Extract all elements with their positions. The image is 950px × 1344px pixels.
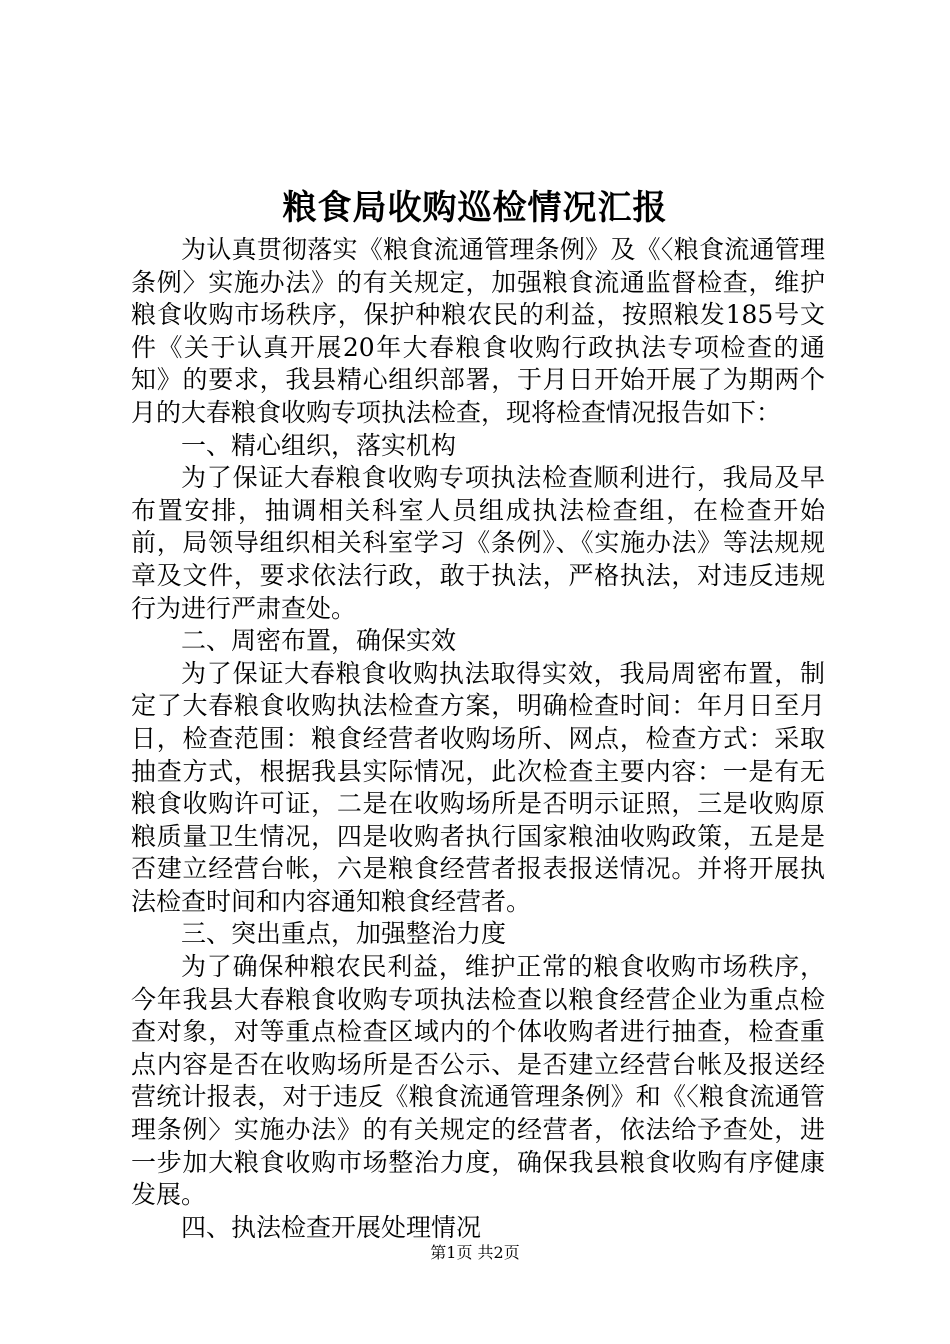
paragraph-section-1: 为了保证大春粮食收购专项执法检查顺利进行，我局及早布置安排，抽调相关科室人员组成执法检查组，在检查开始前，局领导组织相关科室学习《条例》、《实施办法》等法规规章及文件，要求依法行政，敢于执法，严格执法，对违反违规行为进行严肃查处。 bbox=[131, 463, 825, 623]
paragraph-intro: 为认真贯彻落实《粮食流通管理条例》及《〈粮食流通管理条例〉实施办法》的有关规定，加强粮食流通监督检查，维护粮食收购市场秩序，保护种粮农民的利益，按照粮发185号文件《关于认真开展20年大春粮食收购行政执法专项检查的通知》的要求，我县精心组织部署，于月日开始开展了为期两个月的大春粮食收购专项执法检查，现将检查情况报告如下： bbox=[131, 235, 825, 427]
section-heading-3: 三、突出重点，加强整治力度 bbox=[181, 919, 507, 949]
document-body bbox=[131, 234, 825, 1244]
section-heading-4: 四、执法检查开展处理情况 bbox=[181, 1212, 482, 1242]
section-heading-2: 二、周密布置，确保实效 bbox=[181, 626, 457, 656]
document-title: 粮食局收购巡检情况汇报 bbox=[282, 188, 668, 228]
page-number-footer: 第1页 共2页 bbox=[430, 1243, 520, 1262]
paragraph-section-3: 为了确保种粮农民利益，维护正常的粮食收购市场秩序，今年我县大春粮食收购专项执法检查以粮食经营企业为重点检查对象，对等重点检查区域内的个体收购者进行抽查，检查重点内容是否在收购场所是否公示、是否建立经营台帐及报送经营统计报表，对于违反《粮食流通管理条例》和《〈粮食流通管理条例〉实施办法》的有关规定的经营者，依法给予查处，进一步加大粮食收购市场整治力度，确保我县粮食收购有序健康发展。 bbox=[131, 952, 825, 1210]
section-heading-1: 一、精心组织，落实机构 bbox=[181, 430, 457, 460]
paragraph-section-2: 为了保证大春粮食收购执法取得实效，我局周密布置，制定了大春粮食收购执法检查方案，明确检查时间：年月日至月日，检查范围：粮食经营者收购场所、网点，检查方式：采取抽查方式，根据我县实际情况，此次检查主要内容：一是有无粮食收购许可证，二是在收购场所是否明示证照，三是收购原粮质量卫生情况，四是收购者执行国家粮油收购政策，五是是否建立经营台帐，六是粮食经营者报表报送情况。并将开展执法检查时间和内容通知粮食经营者。 bbox=[131, 658, 825, 916]
